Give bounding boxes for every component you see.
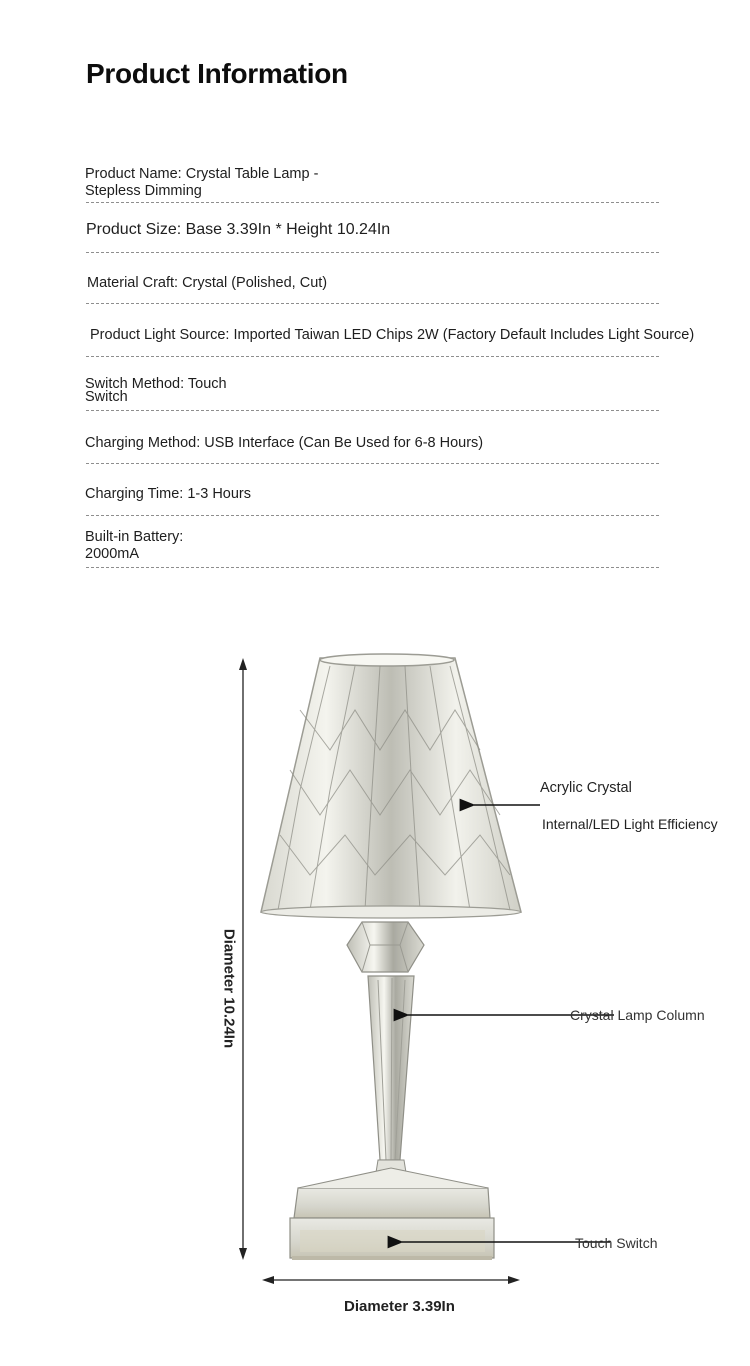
spec-product-size-text: Product Size: Base 3.39In * Height 10.24In xyxy=(86,221,391,238)
spec-divider xyxy=(86,463,659,464)
spec-divider xyxy=(86,202,659,203)
spec-built-in-battery xyxy=(85,529,659,562)
spec-material-craft xyxy=(87,275,661,291)
spec-divider xyxy=(86,252,659,253)
spec-product-name xyxy=(85,166,659,199)
lamp-knob xyxy=(347,922,424,972)
spec-built-in-battery-line1: Built-in Battery: xyxy=(85,529,184,545)
height-dimension-label: Diameter 10.24In xyxy=(220,928,238,1049)
spec-charging-time-text: Charging Time: 1-3 Hours xyxy=(85,486,252,502)
spec-divider xyxy=(86,356,659,357)
height-dimension xyxy=(239,658,247,1260)
width-dimension-label: Diameter 3.39In xyxy=(344,1298,455,1315)
lamp-base xyxy=(290,1168,494,1260)
spec-switch-method-line1: Switch Method: Touch xyxy=(85,376,227,392)
spec-charging-method xyxy=(85,435,659,451)
spec-divider xyxy=(86,567,659,568)
lamp-column xyxy=(368,976,414,1185)
column-callout-label: Crystal Lamp Column xyxy=(570,1007,705,1023)
lamp-illustration xyxy=(0,600,750,1366)
shade-callout-subtitle: Internal/LED Light Efficiency xyxy=(542,816,718,832)
width-dimension xyxy=(262,1276,520,1284)
spec-light-source-text: Product Light Source: Imported Taiwan LED Chips 2W (Factory Default Includes Light Source) xyxy=(90,327,695,343)
spec-built-in-battery-line2: 2000mA xyxy=(85,546,140,562)
spec-divider xyxy=(86,410,659,411)
lamp-shade xyxy=(261,654,521,918)
spec-product-size xyxy=(86,221,660,239)
spec-switch-method-line2: Switch xyxy=(85,389,128,405)
spec-divider xyxy=(86,303,659,304)
spec-product-name-line1: Product Name: Crystal Table Lamp - xyxy=(85,166,319,182)
spec-product-name-line2: Stepless Dimming xyxy=(85,183,202,199)
spec-charging-time xyxy=(85,486,659,502)
spec-light-source xyxy=(90,327,740,343)
spec-charging-method-text: Charging Method: USB Interface (Can Be Used for 6-8 Hours) xyxy=(85,435,484,451)
spec-material-craft-text: Material Craft: Crystal (Polished, Cut) xyxy=(87,275,328,291)
spec-divider xyxy=(86,515,659,516)
page-title: Product Information xyxy=(86,58,348,89)
switch-callout-label: Touch Switch xyxy=(575,1235,658,1251)
shade-callout-title: Acrylic Crystal xyxy=(540,780,632,796)
spec-switch-method xyxy=(85,378,659,404)
